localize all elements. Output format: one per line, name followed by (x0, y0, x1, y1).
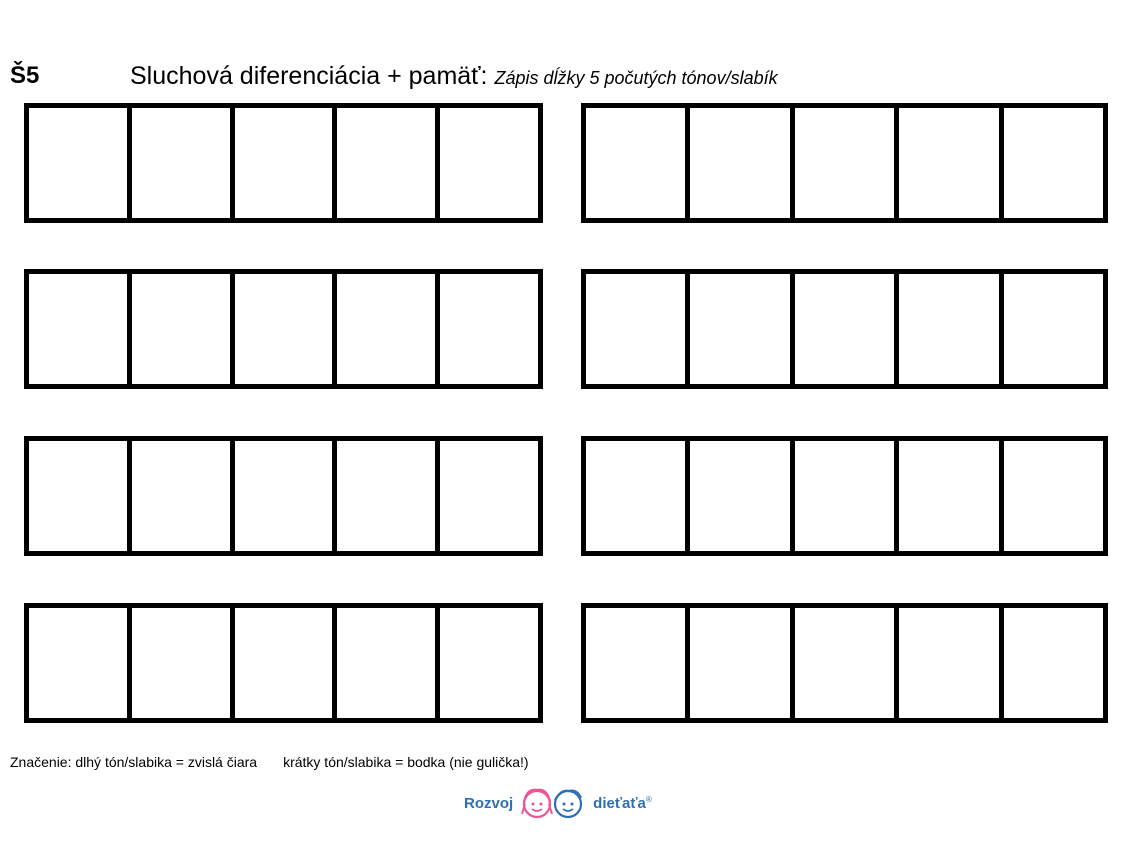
logo-word-right: dieťaťa (593, 795, 646, 812)
answer-box (795, 274, 899, 384)
answer-box (440, 274, 538, 384)
answer-box (29, 274, 132, 384)
answer-box (235, 274, 338, 384)
answer-box (1004, 108, 1103, 218)
answer-box (440, 108, 538, 218)
answer-box (899, 608, 1003, 718)
answer-box (690, 274, 794, 384)
answer-box (795, 108, 899, 218)
grid-row (24, 103, 1108, 223)
answer-box (690, 108, 794, 218)
answer-box (899, 274, 1003, 384)
answer-box (132, 441, 235, 551)
answer-box (795, 608, 899, 718)
grid-row (24, 436, 1108, 556)
answer-box (29, 108, 132, 218)
answer-box (132, 108, 235, 218)
answer-block (581, 436, 1108, 556)
answer-box (440, 608, 538, 718)
grid-row (24, 603, 1108, 723)
answer-box (440, 441, 538, 551)
answer-box (337, 608, 440, 718)
answer-grid (24, 103, 1108, 725)
registered-mark: ® (645, 795, 652, 804)
grid-row (24, 269, 1108, 389)
answer-box (690, 441, 794, 551)
answer-box (235, 108, 338, 218)
legend (10, 752, 529, 772)
answer-box (337, 108, 440, 218)
answer-box (690, 608, 794, 718)
answer-box (1004, 441, 1103, 551)
answer-box (899, 441, 1003, 551)
answer-box (586, 274, 690, 384)
answer-block (24, 603, 543, 723)
answer-block (24, 436, 543, 556)
answer-box (1004, 608, 1103, 718)
children-faces-icon (513, 784, 593, 824)
answer-box (235, 441, 338, 551)
answer-box (586, 108, 690, 218)
answer-box (795, 441, 899, 551)
legend-long: Značenie: dlhý tón/slabika = zvislá čiara (10, 754, 258, 770)
legend-short: krátky tón/slabika = bodka (nie gulička!) (283, 754, 529, 770)
answer-box (586, 441, 690, 551)
answer-box (132, 608, 235, 718)
brand-logo (464, 784, 652, 824)
answer-block (581, 103, 1108, 223)
answer-block (581, 269, 1108, 389)
answer-box (337, 274, 440, 384)
answer-box (586, 608, 690, 718)
answer-box (899, 108, 1003, 218)
answer-box (235, 608, 338, 718)
answer-box (132, 274, 235, 384)
answer-box (29, 441, 132, 551)
logo-word-left: Rozvoj (464, 795, 514, 812)
title-main: Sluchová diferenciácia + pamäť: (130, 62, 495, 90)
answer-box (337, 441, 440, 551)
answer-box (29, 608, 132, 718)
title-subtitle: Zápis dĺžky 5 počutých tónov/slabík (494, 68, 778, 88)
answer-block (24, 269, 543, 389)
answer-box (1004, 274, 1103, 384)
answer-block (24, 103, 543, 223)
page-title (130, 60, 778, 96)
sheet-code: Š5 (10, 62, 40, 89)
answer-block (581, 603, 1108, 723)
